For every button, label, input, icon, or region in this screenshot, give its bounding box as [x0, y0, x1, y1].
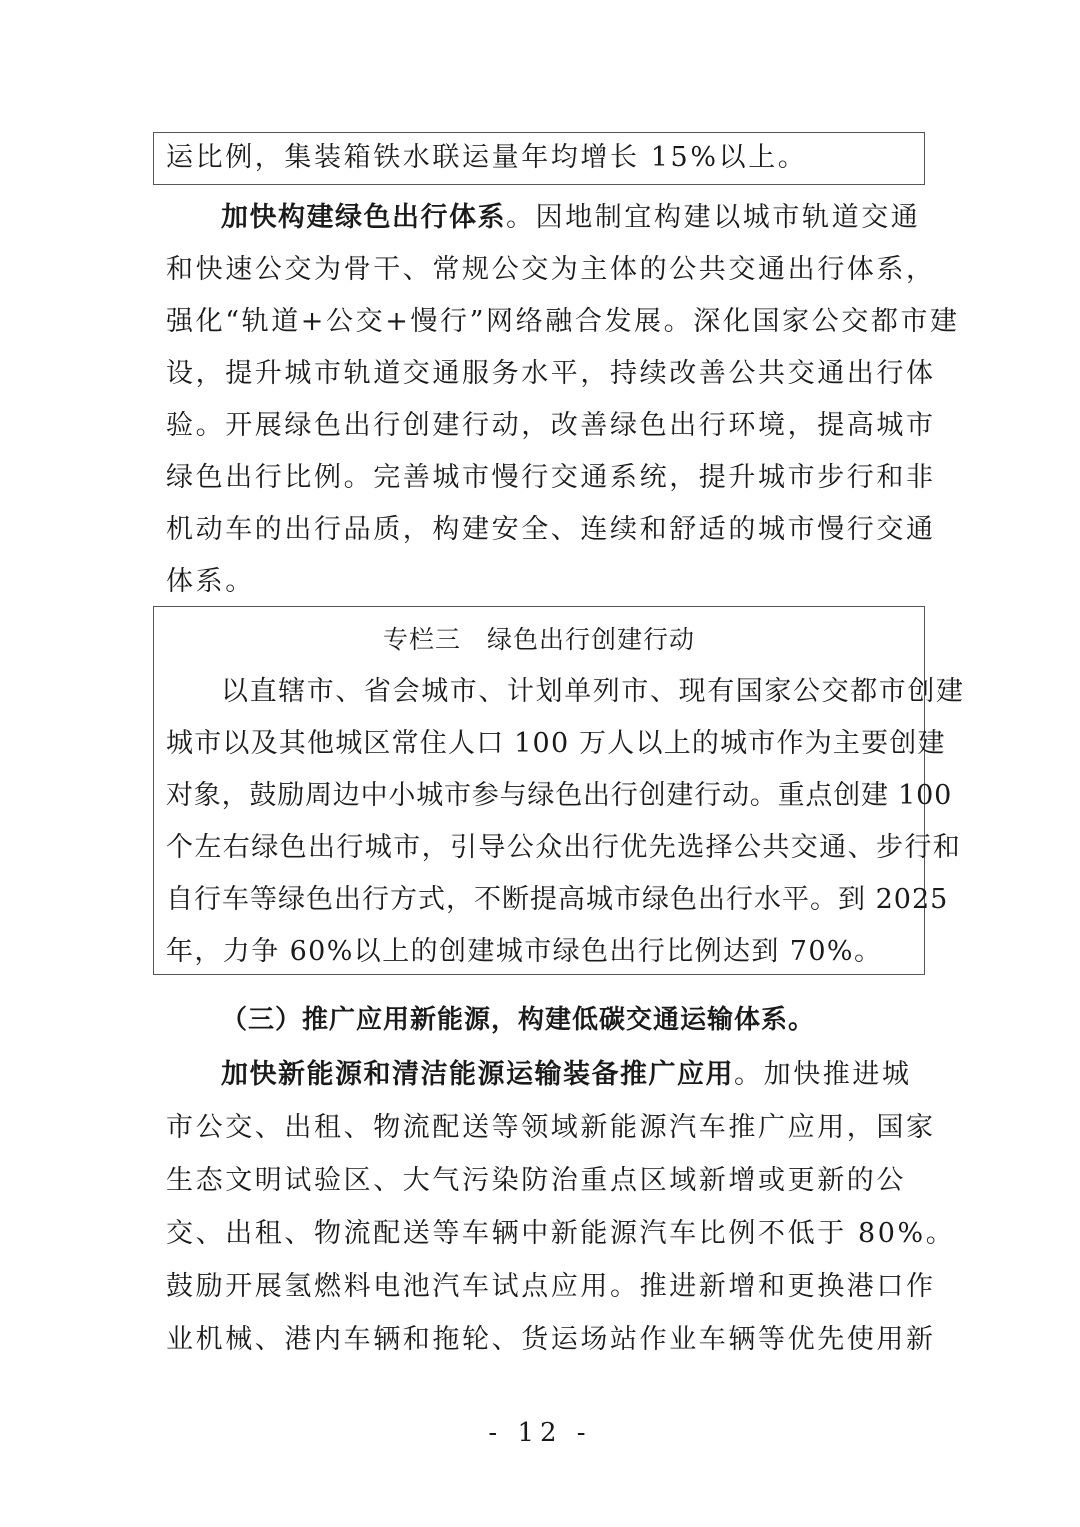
- paragraph-line: 强化“轨道+公交+慢行”网络融合发展。深化国家公交都市建: [166, 306, 960, 337]
- section-heading: （三）推广应用新能源，构建低碳交通运输体系。: [221, 1005, 816, 1035]
- paragraph-line: 绿色出行比例。完善城市慢行交通系统，提升城市步行和非: [166, 462, 936, 493]
- page-number: - 12 -: [488, 1418, 592, 1448]
- box-text-line: 城市以及其他城区常住人口 100 万人以上的城市作为主要创建: [166, 728, 946, 759]
- paragraph-line: 体系。: [166, 566, 255, 597]
- column-box-title: 专栏三 绿色出行创建行动: [382, 625, 695, 654]
- bold-lead-phrase: 加快新能源和清洁能源运输装备推广应用: [221, 1059, 734, 1090]
- paragraph-line: 验。开展绿色出行创建行动，改善绿色出行环境，提高城市: [166, 410, 936, 441]
- box-text-line: 年，力争 60%以上的创建城市绿色出行比例达到 70%。: [166, 936, 883, 967]
- paragraph-line: 生态文明试验区、大气污染防治重点区域新增或更新的公: [166, 1165, 906, 1196]
- box-text-line: 对象，鼓励周边中小城市参与绿色出行创建行动。重点创建 100: [166, 780, 953, 811]
- text-run: 。加快推进城: [734, 1059, 912, 1090]
- bold-lead-phrase: 加快构建绿色出行体系: [221, 202, 506, 233]
- box-text-line: 个左右绿色出行城市，引导公众出行优先选择公共交通、步行和: [166, 832, 962, 863]
- paragraph-line: 市公交、出租、物流配送等领域新能源汽车推广应用，国家: [166, 1112, 936, 1143]
- box-text-line: 自行车等绿色出行方式，不断提高城市绿色出行水平。到 2025: [166, 884, 949, 915]
- box-text-line: 运比例，集装箱铁水联运量年均增长 15%以上。: [166, 142, 808, 173]
- paragraph-line: 机动车的出行品质，构建安全、连续和舒适的城市慢行交通: [166, 514, 936, 545]
- paragraph-line: 设，提升城市轨道交通服务水平，持续改善公共交通出行体: [166, 358, 936, 389]
- paragraph-line: 鼓励开展氢燃料电池汽车试点应用。推进新增和更换港口作: [166, 1271, 936, 1302]
- paragraph-line: 交、出租、物流配送等车辆中新能源汽车比例不低于 80%。: [166, 1218, 956, 1249]
- paragraph-first-line: [221, 1055, 918, 1095]
- box-text-line: 以直辖市、省会城市、计划单列市、现有国家公交都市创建: [221, 676, 965, 707]
- paragraph-first-line: [221, 198, 921, 238]
- text-run: 。因地制宜构建以城市轨道交通: [506, 202, 921, 233]
- paragraph-line: 和快速公交为骨干、常规公交为主体的公共交通出行体系，: [166, 254, 936, 285]
- paragraph-line: 业机械、港内车辆和拖轮、货运场站作业车辆等优先使用新: [166, 1324, 936, 1355]
